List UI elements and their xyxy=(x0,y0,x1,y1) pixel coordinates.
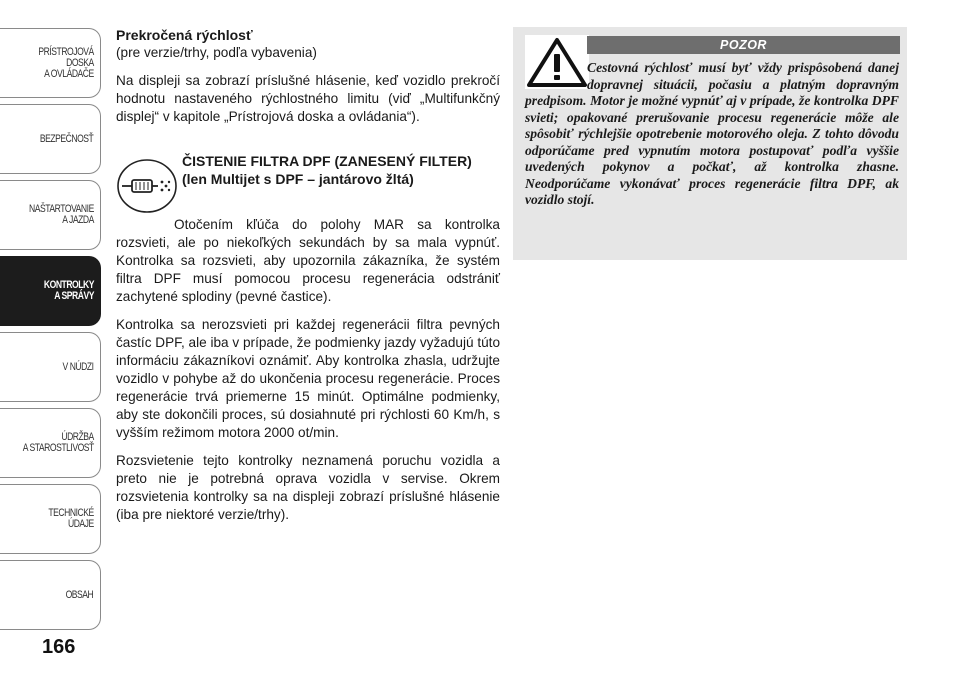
page-number: 166 xyxy=(42,636,76,658)
tab-label: ÚDRŽBA A STAROSTLIVOSŤ xyxy=(22,431,94,454)
paragraph: Rozsvietenie tejto kontrolky neznamená poruchu vozidla a preto nie je potrebná oprava vozidla v servise. Okrem rozsvietenia kontrolky sa na displeji zobrazí príslušné hlásenie (iba pre niektoré verzie/trhy). xyxy=(116,453,500,522)
tab-label: PRÍSTROJOVÁ DOSKA A OVLÁDAČE xyxy=(38,45,94,80)
warning-box xyxy=(513,27,907,260)
section-heading: Prekročená rýchlosť xyxy=(116,27,253,43)
paragraph: Kontrolka sa nerozsvieti pri každej regenerácii filtra pevných častíc DPF, ale iba v prípade, že podmienky jazdy vyžadujú túto informáciu zákazníkovi oznámiť. Aby kontrolka zhasla, udržujte vozidlo v pohybe až do ukončenia procesu regenerácie. Proces regenerácie trvá priemerne 15 minút. Optimálne podmienky, aby ste dokončili proces, sú dosiahnuté pri rýchlosti 60 Km/h, s vyšším režimom motora 2000 ot/min. xyxy=(116,317,500,440)
dpf-section-header xyxy=(116,152,500,216)
tab-label: NAŠTARTOVANIE A JAZDA xyxy=(28,203,94,226)
tab-technicke-udaje[interactable] xyxy=(0,484,101,554)
warning-title: POZOR xyxy=(587,36,900,54)
tab-obsah[interactable] xyxy=(0,560,101,630)
tab-kontrolky[interactable] xyxy=(0,256,101,326)
dpf-section-title: ČISTENIE FILTRA DPF (ZANESENÝ FILTER) (len Multijet s DPF – jantárovo žltá) xyxy=(182,153,472,187)
tab-label: OBSAH xyxy=(66,588,94,601)
warning-text xyxy=(525,60,899,209)
tab-label: TECHNICKÉ ÚDAJE xyxy=(48,507,94,530)
tab-udrzba[interactable] xyxy=(0,408,101,478)
tab-v-nudzi[interactable] xyxy=(0,332,101,402)
dpf-filter-icon xyxy=(116,158,178,214)
tab-label: BEZPEČNOSŤ xyxy=(40,132,94,145)
section-subheading: (pre verzie/trhy, podľa vybavenia) xyxy=(116,45,317,60)
paragraph: Na displeji sa zobrazí príslušné hlásenie, keď vozidlo prekročí hodnotu nastaveného rýchlostného limitu (viď „Multifunkčný displej“ v kapitole „Prístrojová doska a ovládania“). xyxy=(116,73,500,124)
tab-bezpecnost[interactable] xyxy=(0,104,101,174)
tab-nastartovanie[interactable] xyxy=(0,180,101,250)
tab-label: KONTROLKY A SPRÁVY xyxy=(43,279,94,302)
tab-label: V NÚDZI xyxy=(62,360,94,373)
tab-pristrojova-doska[interactable] xyxy=(0,28,101,98)
paragraph: Otočením kľúča do polohy MAR sa kontrolka rozsvieti, ale po niekoľkých sekundách by sa mala vypnúť. Kontrolka sa rozsvieti, aby upozornila zákazníka, že systém filtra DPF musí pomocou procesu regenerácia odstrániť zachytené splodiny (pevné častice). xyxy=(116,217,500,304)
main-column xyxy=(116,26,500,534)
warning-body: Cestovná rýchlosť musí byť vždy prispôsobená danej dopravnej situácii, počasiu a platným dopravným predpisom. Motor je možné vypnúť aj v prípade, že kontrolka DPF svieti; opakované prerušovanie procesu regenerácie môže ale spôsobiť rýchlejšie opotrebenie motorového oleja. Z tohto dôvodu odporúčame pred vypnutím motora postupovať podľa vyššie uvedených pokynov a počkať, až kontrolka zhasne. Neodporúčame vykonávať proces regenerácie filtra DPF, ak vozidlo stojí. xyxy=(525,60,899,207)
